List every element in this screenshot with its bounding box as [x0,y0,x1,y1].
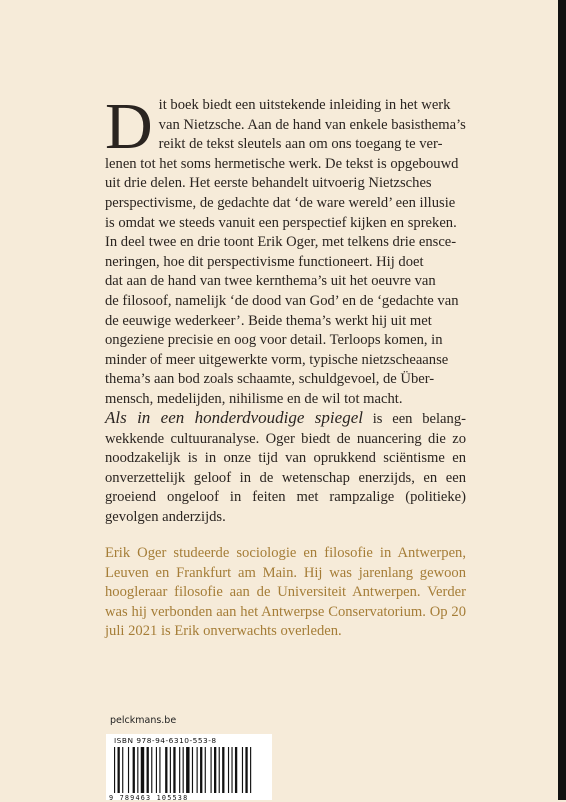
paragraph-lines [105,90,466,410]
paragraph-line: lenen tot het soms hermetische werk. De tekst is opgebouwd [105,155,459,172]
barcode-label [106,734,272,800]
book-title: Als in een honderdvoudige spiegel [105,408,363,427]
paragraph-line: de eeuwige wederkeer’. Beide thema’s werkt hij uit met [105,312,432,329]
blurb-paragraph-2 [105,408,466,528]
paragraph-line: mensch, medelijden, nihilisme en de wil tot macht. [105,390,403,407]
barcode-block [106,712,272,800]
book-spine-edge [558,0,566,800]
paragraph-line: neringen, hoe dit perspectivisme functioneert. Hij doet [105,253,424,270]
blurb-paragraph-1 [105,90,466,410]
paragraph-line: it boek biedt een uitstekende inleiding in het werk [158,97,451,113]
paragraph-line: is omdat we steeds vanuit een perspectief kijken en spreken. [105,214,457,231]
drop-cap: D [105,90,153,163]
paragraph-line: dat aan de hand van twee kernthema’s uit het oeuvre van [105,273,436,290]
barcode-icon [114,747,264,795]
paragraph-line: ongeziene precisie en oog voor detail. Terloops komen, in [105,332,443,349]
paragraph-line: van Nietzsche. Aan de hand van enkele basisthema’s [158,116,466,133]
paragraph-line: de filosoof, namelijk ‘de dood van God’ en de ‘gedachte van [105,292,459,309]
paragraph-line: minder of meer uitgewerkte vorm, typische nietzscheaanse [105,351,449,368]
paragraph-line: perspectivisme, de gedachte dat ‘de ware wereld’ een illusie [105,194,456,211]
ean-digits: 9 789463 105538 [109,794,189,802]
paragraph-line: thema’s aan bod zoals schaamte, schuldgevoel, de Über- [105,371,435,388]
isbn-number: ISBN 978-94-6310-553-8 [114,736,217,745]
paragraph-text: is een belang-wekkende cultuuranalyse. Oger biedt de nuancering die zo noodzakelijk is in onze tijd van oprukkend sciëntisme en onverzettelijk geloof in de wetenschap enerzijds, en een groeiend ongeloof in feiten met rampzalige (politieke) gevolgen anderzijds. [105,411,466,525]
paragraph-line: In deel twee en drie toont Erik Oger, met telkens drie ensce- [105,234,457,251]
paragraph-line: uit drie delen. Het eerste behandelt uitvoerig Nietzsches [105,175,432,192]
paragraph-line: reikt de tekst sleutels aan om ons toegang te ver- [158,136,443,153]
author-bio: Erik Oger studeerde sociologie en filosofie in Antwerpen, Leuven en Frankfurt am Main. Hij was jarenlang gewoon hoogleraar filosofie aan de Universiteit Antwerpen. Verder was hij verbonden aan het Antwerpse Conservatorium. Op 20 juli 2021 is Erik onverwachts overleden. [105,545,466,640]
publisher-url: pelckmans.be [110,715,177,726]
